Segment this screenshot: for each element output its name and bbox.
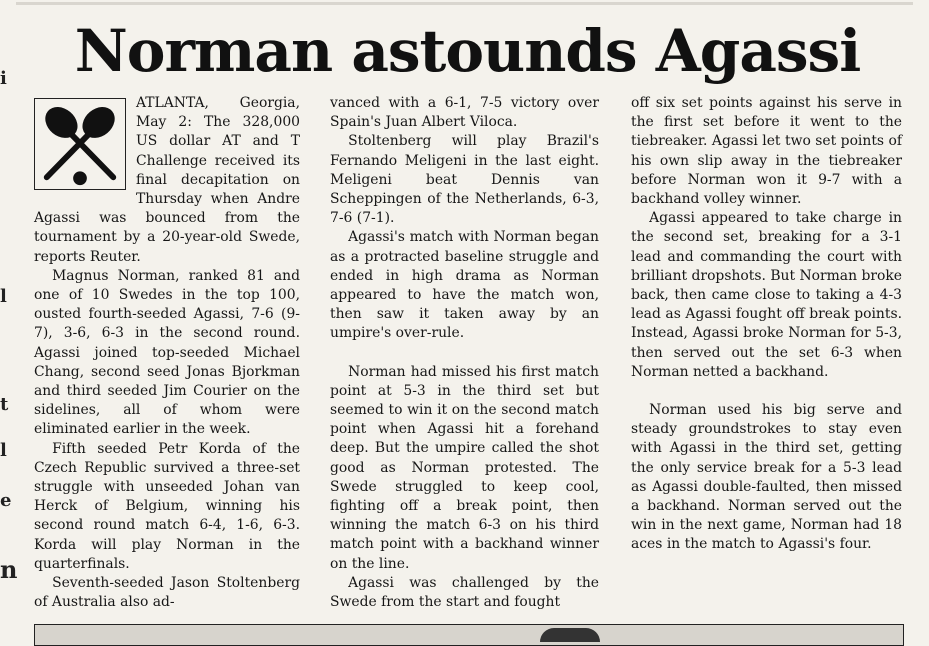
margin-fragment: l xyxy=(0,286,7,307)
paragraph: Norman had missed his first match point at 5-3 in the third set but seemed to win it on the second match point when Agassi hit a forehand deep. But the umpire called the shot good as Norman protested. The Swede struggled to keep cool, fighting off a break point, then winning the match 6-3 on his third match point with a backhand winner on the line. xyxy=(330,363,599,572)
article-column-3 xyxy=(631,94,902,555)
paragraph: off six set points against his serve in the first set before it went to the tiebreaker. Agassi let two set points of his own slip away in the tiebreaker before Norman won it 9-7 with a backhand volley winner. xyxy=(631,95,902,208)
next-article-box xyxy=(34,624,904,646)
margin-fragment: n xyxy=(0,555,18,584)
margin-fragment: e xyxy=(0,490,12,511)
paragraph: Stoltenberg will play Brazil's Fernando Meligeni in the last eight. Meligeni beat Dennis van Scheppingen of the Netherlands, 6-3, 7-6 (7-1). xyxy=(330,133,599,227)
paragraph: ATLANTA, Georgia, May 2: The 328,000 US dollar AT and T Challenge received its final decapitation on Thursday when Andre Agassi was bounced from the tournament by a 20-year-old Swede, reports Reuter. xyxy=(34,95,300,265)
margin-fragment: i xyxy=(0,68,7,89)
photo-fragment xyxy=(540,628,600,642)
paragraph: vanced with a 6-1, 7-5 victory over Spain's Juan Albert Viloca. xyxy=(330,95,599,131)
top-rule xyxy=(16,2,913,5)
margin-fragment: l xyxy=(0,440,7,461)
paragraph: Magnus Norman, ranked 81 and one of 10 Swedes in the top 100, ousted fourth-seeded Agassi, 7-6 (9-7), 3-6, 6-3 in the second round. Agassi joined top-seeded Michael Chang, second seed Jonas Bjorkman and third seeded Jim Courier on the sidelines, all of whom were eliminated earlier in the week. xyxy=(34,267,300,438)
article-column-1 xyxy=(34,94,300,612)
paragraph: Norman used his big serve and steady groundstrokes to stay even with Agassi in the third set, getting the only service break for a 5-3 lead as Agassi double-faulted, then missed a backhand. Norman served out the win in the next game, Norman had 18 aces in the match to Agassi's four. xyxy=(631,402,902,553)
article-column-2 xyxy=(330,94,599,612)
paragraph: Seventh-seeded Jason Stoltenberg of Australia also ad- xyxy=(34,575,300,611)
crossed-tennis-rackets-icon xyxy=(34,98,126,190)
paragraph: Fifth seeded Petr Korda of the Czech Republic survived a three-set struggle with unseeded Johan van Herck of Belgium, winning his second round match 6-4, 1-6, 6-3. Korda will play Norman in the quarterfinals. xyxy=(34,440,300,572)
paragraph: Agassi appeared to take charge in the second set, breaking for a 3-1 lead and commanding the court with brilliant dropshots. But Norman broke back, then came close to taking a 4-3 lead as Agassi fought off break points. Instead, Agassi broke Norman for 5-3, then served out the set 6-3 when Norman netted a backhand. xyxy=(631,210,902,380)
left-margin-fragments xyxy=(0,10,18,610)
margin-fragment: t xyxy=(0,394,9,415)
headline: Norman astounds Agassi xyxy=(74,17,861,85)
paragraph: Agassi was challenged by the Swede from the start and fought xyxy=(330,574,599,611)
paragraph: Agassi's match with Norman began as a protracted baseline struggle and ended in high drama as Norman appeared to have the match won, then saw it taken away by an umpire's over-rule. xyxy=(330,229,599,342)
